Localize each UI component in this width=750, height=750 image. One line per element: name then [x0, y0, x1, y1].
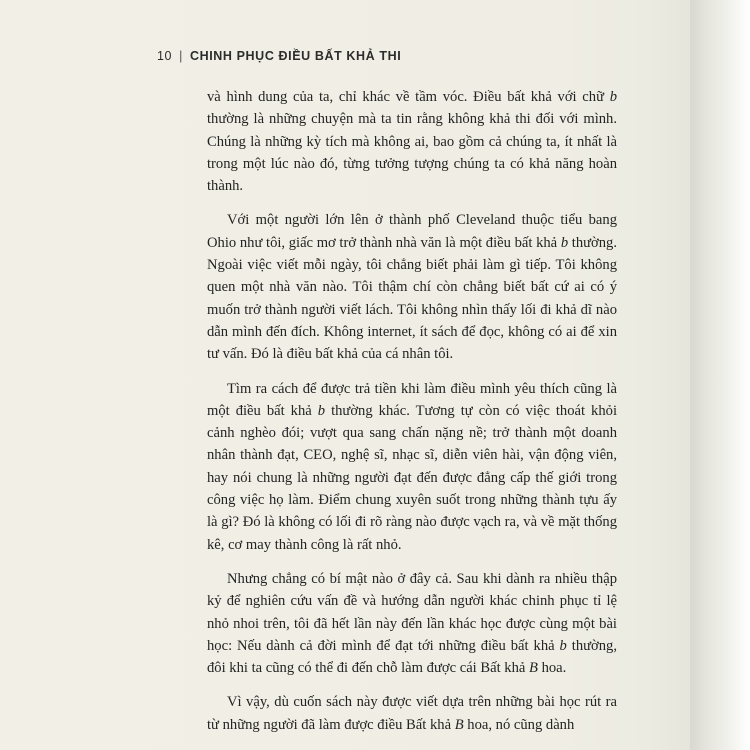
- paragraph-4: Nhưng chẳng có bí mật nào ở đây cả. Sau khi dành ra nhiều thập kỷ để nghiên cứu vấn đề và hướng dẫn người khác chinh phục tỉ lệ nhỏ nhoi trên, tôi đã hết lần này đến lần khác học được cùng một bài học: Nếu dành cả đời mình để đạt tới những điều bất khả b thường, đôi khi ta cũng có thể đi đến chỗ làm được cái Bất khả B hoa.: [207, 570, 617, 677]
- running-header: [157, 49, 401, 63]
- book-spine-shadow: [690, 0, 750, 750]
- header-separator: |: [179, 49, 183, 63]
- paragraph-5: Vì vậy, dù cuốn sách này được viết dựa trên những bài học rút ra từ những người đã làm được điều Bất khả B hoa, nó cũng dành: [207, 694, 617, 733]
- running-title: CHINH PHỤC ĐIỀU BẤT KHẢ THI: [189, 49, 402, 63]
- page-number: 10: [157, 49, 173, 63]
- paragraph-3: Tìm ra cách để được trả tiền khi làm điều mình yêu thích cũng là một điều bất khả b thường khác. Tương tự còn có việc thoát khỏi cảnh nghèo đói; vượt qua sang chấn nặng nề; trở thành một doanh nhân thành đạt, CEO, nghệ sĩ, nhạc sĩ, diễn viên hài, vận động viên, hay nói chung là những người đạt đến được đẳng cấp thế giới trong công việc họ làm. Điểm chung xuyên suốt trong những thành tựu ấy là gì? Đó là không có lối đi rõ ràng nào được vạch ra, và về mặt thống kê, cơ may thành công là rất nhỏ.: [207, 380, 618, 553]
- body-text: [207, 86, 617, 736]
- paragraph-2: Với một người lớn lên ở thành phố Cleveland thuộc tiểu bang Ohio như tôi, giấc mơ trở thành nhà văn là một điều bất khả b thường. Ngoài việc viết mỗi ngày, tôi chẳng biết phải làm gì tiếp. Tôi không quen một nhà văn nào. Tôi thậm chí còn chẳng biết bất cứ ai có ý muốn trở thành người viết lách. Tôi không nhìn thấy lối đi khả dĩ nào dẫn mình đến đích. Không internet, ít sách để đọc, không có ai để xin tư vấn. Đó là điều bất khả của cá nhân tôi.: [207, 212, 618, 363]
- paragraph-1: và hình dung của ta, chỉ khác về tầm vóc. Điều bất khả với chữ b thường là những chuyện mà ta tin rằng không khả thi đối với mình. Chúng là những kỳ tích mà không ai, bao gồm cả chúng ta, ít nhất là trong một lúc nào đó, từng tưởng tượng chúng ta có khả năng hoàn thành.: [207, 89, 617, 195]
